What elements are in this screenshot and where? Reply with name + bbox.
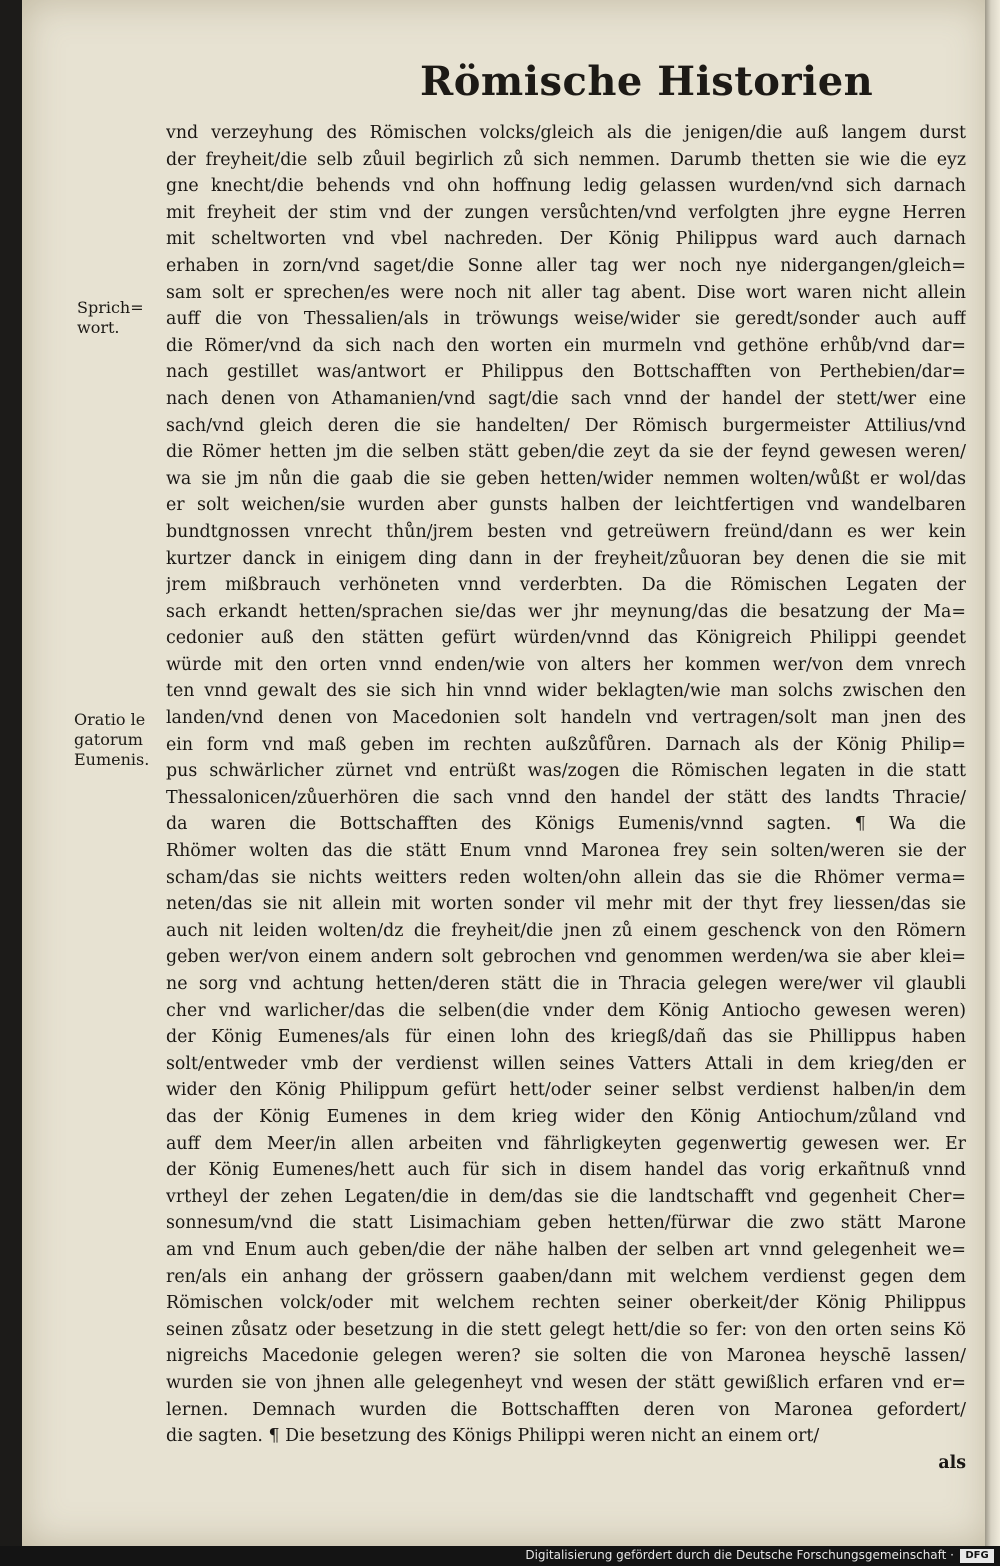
page-edge [985,0,1000,1546]
text-line: solt/entweder vmb der verdienst willen seines Vatters Attali in dem krieg/den er [166,1053,966,1074]
text-line: cher vnd warlicher/das die selben(die vnder dem König Antiocho gewesen weren) [166,1000,966,1021]
margin-note-line: Oratio le [74,710,146,729]
text-line: seinen zůsatz oder besetzung in die stett gelegt hett/die so fer: von den orten seins Kö [166,1319,966,1340]
text-line: wurden sie von jhnen alle gelegenheyt vnd wesen der stätt gewißlich erfaren vnd er= [166,1372,966,1393]
text-line: der König Eumenes/als für einen lohn des kriegß/dañ das sie Phillippus haben [166,1027,966,1048]
text-line: sach erkandt hetten/sprachen sie/das wer jhr meynung/das die besatzung der Ma= [166,601,966,622]
text-line: wider den König Philippum gefürt hett/oder seiner selbst verdienst halben/in dem [166,1080,966,1101]
text-line: Rhömer wolten das die stätt Enum vnnd Maronea frey sein solten/weren sie der [166,841,966,862]
text-line: auch nit leiden wolten/dz die freyheit/die jnen zů einem geschenck von den Römern [166,920,966,941]
text-line: er solt weichen/sie wurden aber gunsts halben der leichtfertigen vnd wandelbaren [166,495,966,516]
text-line: ren/als ein anhang der grössern gaaben/dann mit welchem verdienst gegen dem [166,1266,966,1287]
text-line: mit freyheit der stim vnd der zungen versůchten/vnd verfolgten jhre eygne Herren [166,202,966,223]
text-line: ein form vnd maß geben im rechten außzůfůren. Darnach als der König Philip= [166,734,966,755]
text-line: geben wer/von einem andern solt gebrochen vnd genommen werden/wa sie aber klei= [166,947,966,968]
text-line: pus schwärlicher zürnet vnd entrüßt was/zogen die Römischen legaten in die statt [166,761,966,782]
text-line: die sagten. ¶ Die besetzung des Königs Philippi weren nicht an einem ort/ [166,1426,820,1447]
text-line: sam solt er sprechen/es were noch nit aller tag abent. Dise wort waren nicht allein [166,282,966,303]
dfg-logo: DFG [960,1549,994,1563]
text-line: nach gestillet was/antwort er Philippus den Bottschafften von Perthebien/dar= [166,362,966,383]
text-line: ten vnnd gewalt des sie sich hin vnnd wider beklagten/wie man solchs zwischen den [166,681,966,702]
text-line: die Römer hetten jm die selben stätt geben/die zeyt da sie der feynd gewesen weren/ [166,442,966,463]
text-line: lernen. Demnach wurden die Bottschafften deren von Maronea gefordert/ [166,1399,966,1420]
text-line: da waren die Bottschafften des Königs Eumenis/vnnd sagten. ¶ Wa die [166,814,966,835]
margin-note-oratio [74,710,149,770]
text-line: wa sie jm nůn die gaab die sie geben hetten/wider nemmen wolten/wůßt er wol/das [166,468,966,489]
text-line: vrtheyl der zehen Legaten/die in dem/das sie die landtschafft vnd gegenheit Cher= [166,1186,966,1207]
text-line: Thessalonicen/zůuerhören die sach vnnd den handel der stätt des landts Thracie/ [166,787,966,808]
margin-note-line: Eumenis. [74,750,150,769]
text-line: ne sorg vnd achtung hetten/deren stätt die in Thracia gelegen were/wer vil glaubli [166,974,966,994]
text-line: Römischen volck/oder mit welchem rechten seiner oberkeit/der König Philippus [166,1293,966,1314]
margin-note-line: wort. [77,318,120,337]
text-line: nigreichs Macedonie gelegen weren? sie solten die von Maronea heyschē lassen/ [166,1346,966,1367]
text-line: vnd verzeyhung des Römischen volcks/gleich als die jenigen/die auß langem durst [166,123,966,143]
text-line: scham/das sie nichts weitters reden wolten/ohn allein das sie die Rhömer verma= [166,867,966,888]
text-line: am vnd Enum auch geben/die der nähe halben der selben art vnnd gelegenheit we= [166,1239,966,1260]
text-line: jrem mißbrauch verhöneten vnnd verderbten. Da die Römischen Legaten der [166,575,966,596]
text-line: neten/das sie nit allein mit worten sonder vil mehr mit der thyt frey liessen/das sie [166,894,966,915]
text-line: der König Eumenes/hett auch für sich in disem handel das vorig erkañtnuß vnnd [166,1160,966,1181]
text-line: landen/vnd denen von Macedonien solt handeln vnd vertragen/solt man jnen des [166,708,966,729]
text-line: nach denen von Athamanien/vnd sagt/die sach vnnd der handel der stett/wer eine [166,388,966,409]
text-line: würde mit den orten vnnd enden/wie von alters her kommen wer/von dem vnrech [166,654,966,675]
digitization-credit: Digitalisierung gefördert durch die Deutsche Forschungsgemeinschaft · [525,1548,954,1562]
text-line: mit scheltworten vnd vbel nachreden. Der König Philippus ward auch darnach [166,229,966,250]
footer-bar [0,1546,1000,1566]
text-line: gne knecht/die behends vnd ohn hoffnung ledig gelassen wurden/vnd sich darnach [166,176,966,197]
margin-note-line: gatorum [74,730,143,749]
text-line: als [938,1452,966,1473]
body-text [166,120,966,1476]
margin-note-line: Sprich= [77,298,144,317]
text-line: erhaben in zorn/vnd saget/die Sonne aller tag wer noch nye nidergangen/gleich= [166,255,966,276]
text-line: der freyheit/die selb zůuil begirlich zů sich nemmen. Darumb thetten sie wie die eyz [166,149,966,170]
text-line: auff die von Thessalien/als in tröwungs weise/wider sie geredt/sonder auch auff [166,309,966,330]
text-line: das der König Eumenes in dem krieg wider den König Antiochum/zůland vnd [166,1106,966,1127]
text-line: kurtzer danck in einigem ding dann in der freyheit/zůuoran bey denen die sie mit [166,548,966,569]
text-line: cedonier auß den stätten gefürt würden/vnnd das Königreich Philippi geendet [166,628,966,649]
margin-note-sprichwort [77,298,144,338]
text-line: auff dem Meer/in allen arbeiten vnd fährligkeyten gegenwertig gewesen wer. Er [166,1133,966,1154]
text-line: bundtgnossen vnrecht thůn/jrem besten vnd getreüwern freünd/dann es wer kein [166,521,966,542]
text-line: die Römer/vnd da sich nach den worten ein murmeln vnd gethöne erhůb/vnd dar= [166,335,966,356]
running-title: Römische Historien [420,58,874,105]
text-line: sonnesum/vnd die statt Lisimachiam geben hetten/fürwar die zwo stätt Marone [166,1213,966,1234]
text-line: sach/vnd gleich deren die sie handelten/ Der Römisch burgermeister Attilius/vnd [166,415,966,436]
